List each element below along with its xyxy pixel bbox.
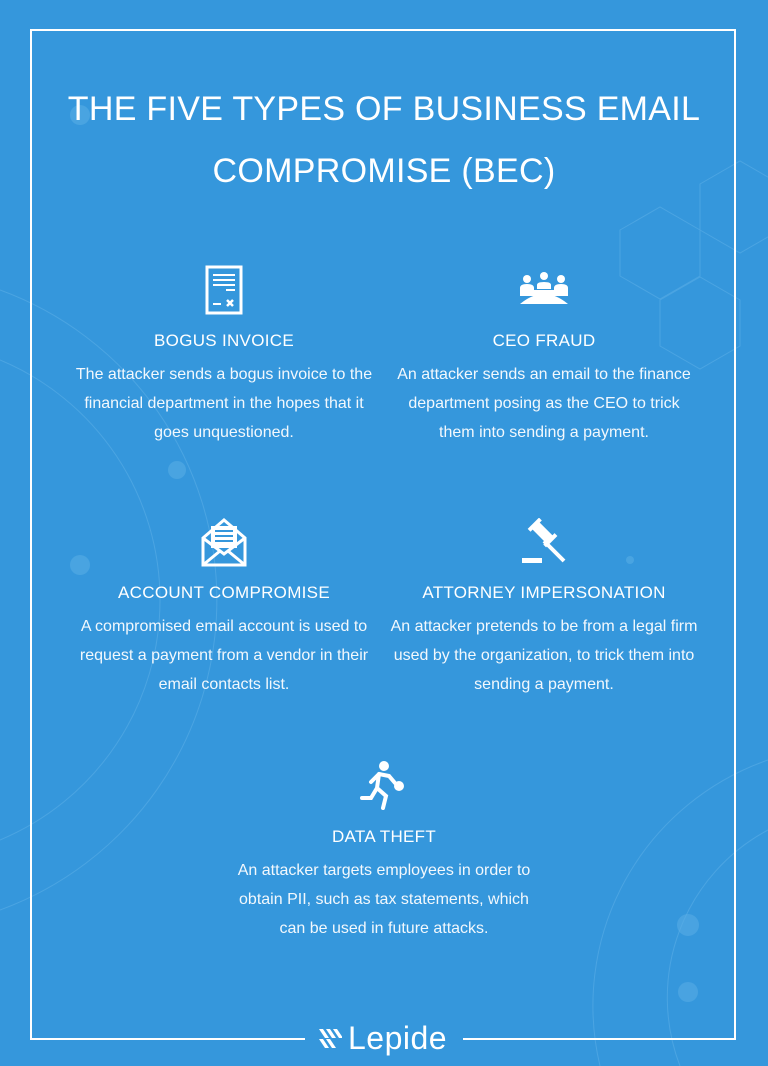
title-line-1: THE FIVE TYPES OF BUSINESS EMAIL xyxy=(67,90,701,128)
item-heading: ACCOUNT COMPROMISE xyxy=(118,583,330,602)
lepide-logo xyxy=(318,1018,447,1058)
running-thief-icon xyxy=(359,760,409,812)
frame-bottom-left xyxy=(30,1038,305,1040)
meeting-group-icon xyxy=(519,270,569,310)
item-bogus-invoice xyxy=(69,262,379,447)
item-heading: BOGUS INVOICE xyxy=(154,331,294,350)
item-description: An attacker targets employees in order to obtain PII, such as tax statements, which can be used in future attacks. xyxy=(237,862,531,937)
item-description: An attacker pretends to be from a legal firm used by the organization, to trick them into sending a payment. xyxy=(390,618,698,693)
item-description: An attacker sends an email to the finance department posing as the CEO to trick them into sending a payment. xyxy=(397,366,691,441)
gavel-icon xyxy=(519,518,569,566)
item-heading: DATA THEFT xyxy=(331,827,437,846)
item-ceo-fraud xyxy=(389,262,699,447)
title-line-2: COMPROMISE (BEC) xyxy=(212,152,556,190)
item-heading: CEO FRAUD xyxy=(492,331,596,350)
logo-text: Lepide xyxy=(348,1020,448,1056)
item-description: The attacker sends a bogus invoice to the financial department in the hopes that it goes unquestioned. xyxy=(75,366,373,441)
lepide-logo-icon xyxy=(318,1026,342,1050)
item-attorney-impersonation xyxy=(389,514,699,699)
item-heading: ATTORNEY IMPERSONATION xyxy=(422,583,666,602)
item-description: A compromised email account is used to request a payment from a vendor in their email contacts list. xyxy=(79,618,369,693)
item-account-compromise xyxy=(69,514,379,699)
open-envelope-icon xyxy=(200,516,248,568)
invoice-icon xyxy=(204,265,244,315)
page-title xyxy=(0,78,768,202)
item-data-theft xyxy=(229,758,539,943)
frame-bottom-right xyxy=(463,1038,736,1040)
